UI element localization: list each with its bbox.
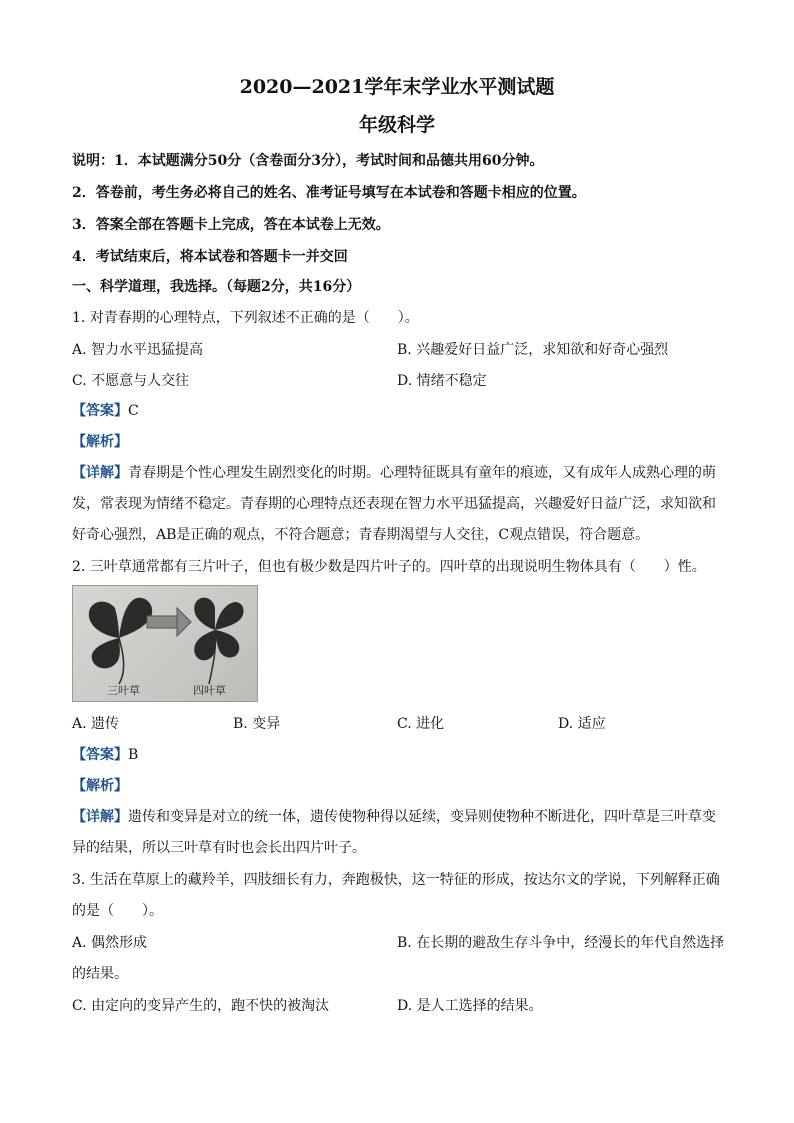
detail-label: 【详解】 (72, 809, 128, 825)
q1-answer (72, 400, 139, 420)
q3-option-a: A. 偶然形成 (72, 935, 148, 951)
instruction-1: 说明：1．本试题满分50分（含卷面分3分），考试时间和品德共用60分钟。 (72, 153, 544, 169)
answer-value: C (128, 403, 139, 419)
exam-subtitle: 年级科学 (358, 114, 435, 136)
q2-stem: 2. 三叶草通常都有三片叶子，但也有极少数是四片叶子的。四叶草的出现说明生物体具有（ ）性。 (72, 559, 706, 575)
exam-title: 2020—2021学年末学业水平测试题 (239, 76, 555, 98)
q2-option-c: C. 进化 (397, 716, 445, 732)
q2-option-b: B. 变异 (233, 716, 281, 732)
answer-label: 【答案】 (72, 403, 128, 419)
q3-option-b: B. 在长期的避敌生存斗争中，经漫长的年代自然选择 (397, 935, 725, 951)
q3-option-b-continued: 的结果。 (72, 966, 128, 982)
q2-answer (72, 744, 138, 764)
q1-stem: 1. 对青春期的心理特点，下列叙述不正确的是（ ）。 (72, 310, 419, 326)
q1-detail-line-3: 好奇心强烈，AB是正确的观点，不符合题意；青春期渴望与人交往，C观点错误，符合题意。 (72, 527, 650, 543)
three-leaf-clover-icon (89, 598, 152, 684)
q3-stem-line-2: 的是（ ）。 (72, 903, 163, 919)
three-leaf-caption: 三叶草 (107, 684, 140, 697)
q1-option-a: A. 智力水平迅猛提高 (72, 342, 204, 358)
q1-option-d: D. 情绪不稳定 (397, 373, 487, 389)
instruction-2: 2．答卷前，考生务必将自己的姓名、准考证号填写在本试卷和答题卡相应的位置。 (72, 185, 586, 201)
instruction-3: 3．答案全部在答题卡上完成，答在本试卷上无效。 (72, 217, 390, 233)
arrow-right-icon (147, 608, 191, 636)
q2-detail-line-2: 异的结果，所以三叶草有时也会长出四片叶子。 (72, 840, 366, 856)
answer-label: 【答案】 (72, 747, 128, 763)
q1-option-b: B. 兴趣爱好日益广泛，求知欲和好奇心强烈 (397, 342, 669, 358)
q2-option-d: D. 适应 (558, 716, 606, 732)
q1-detail-line-2: 发，常表现为情绪不稳定。青春期的心理特点还表现在智力水平迅猛提高，兴趣爱好日益广泛，求知欲和 (72, 496, 716, 512)
q3-option-d: D. 是人工选择的结果。 (397, 998, 543, 1014)
q3-stem-line-1: 3. 生活在草原上的藏羚羊，四肢细长有力，奔跑极快，这一特征的形成，按达尔文的学说，下列解释正确 (72, 872, 720, 888)
instruction-4: 4．考试结束后，将本试卷和答题卡一并交回 (72, 249, 348, 265)
section-heading: 一、科学道理，我选择。（每题2分，共16分） (72, 279, 361, 295)
q1-option-c: C. 不愿意与人交往 (72, 373, 190, 389)
four-leaf-caption: 四叶草 (193, 684, 226, 697)
q1-detail-line-1: 【详解】青春期是个性心理发生剧烈变化的时期。心理特征既具有童年的痕迹，又有成年人成熟心理的萌 (72, 465, 716, 481)
four-leaf-clover-icon (194, 598, 243, 684)
q2-detail-line-1: 【详解】遗传和变异是对立的统一体，遗传使物种得以延续，变异则使物种不断进化，四叶草是三叶草变 (72, 809, 716, 825)
clover-photo (72, 585, 258, 702)
q1-analysis-label: 【解析】 (72, 434, 128, 450)
q2-option-a: A. 遗传 (72, 716, 120, 732)
q2-analysis-label: 【解析】 (72, 778, 128, 794)
clover-illustration (73, 586, 257, 701)
detail-label: 【详解】 (72, 465, 128, 481)
q3-option-c: C. 由定向的变异产生的，跑不快的被淘汰 (72, 998, 330, 1014)
answer-value: B (128, 747, 139, 763)
